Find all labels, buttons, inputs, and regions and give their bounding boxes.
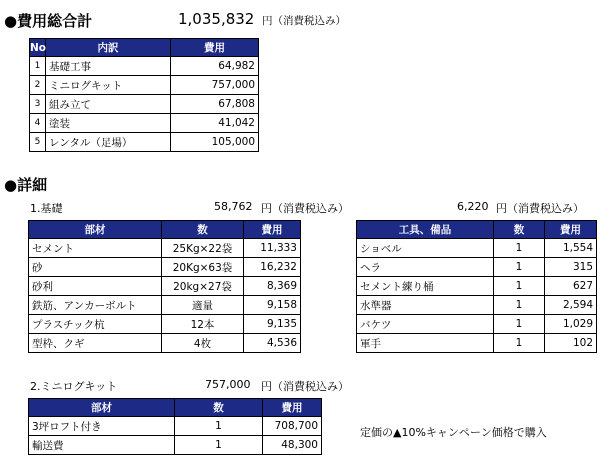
row-qty: 1 [175, 417, 263, 436]
foundation-table [28, 220, 301, 353]
foundation-header-row [29, 221, 301, 239]
row-cost: 64,982 [171, 57, 259, 76]
row-no: 5 [30, 133, 46, 152]
kit-total: 757,000 [205, 378, 251, 391]
kit-title: 2.ミニログキット [30, 380, 118, 393]
row-qty: 20kg×27袋 [162, 277, 244, 296]
table-row [357, 239, 597, 258]
col-header-item: 内訳 [46, 39, 171, 57]
col-header-qty: 数 [494, 221, 545, 239]
row-cost: 627 [545, 277, 597, 296]
table-row [29, 334, 301, 353]
tools-total: 6,220 [457, 200, 489, 213]
table-row [29, 296, 301, 315]
row-qty: 1 [494, 334, 545, 353]
row-cost: 48,300 [263, 436, 322, 455]
row-name: 輸送費 [29, 436, 175, 455]
col-header-no: No [30, 39, 46, 57]
row-qty: 適量 [162, 296, 244, 315]
table-row [357, 277, 597, 296]
kit-unit: 円（消費税込み） [261, 380, 349, 393]
table-row [357, 315, 597, 334]
row-name: プラスチック杭 [29, 315, 162, 334]
row-qty: 25Kg×22袋 [162, 239, 244, 258]
row-cost: 41,042 [171, 114, 259, 133]
row-name: 砂 [29, 258, 162, 277]
row-qty: 1 [494, 315, 545, 334]
table-row [29, 277, 301, 296]
table-row [30, 133, 259, 152]
row-qty: 20Kg×63袋 [162, 258, 244, 277]
row-qty: 1 [494, 239, 545, 258]
col-header-material: 部材 [29, 221, 162, 239]
details-title: ●詳細 [4, 176, 48, 194]
row-item: レンタル（足場） [46, 133, 171, 152]
row-cost: 9,135 [244, 315, 301, 334]
row-cost: 2,594 [545, 296, 597, 315]
foundation-total: 58,762 [214, 200, 253, 213]
col-header-material: 部材 [29, 399, 175, 417]
table-row [29, 315, 301, 334]
row-name: セメント [29, 239, 162, 258]
tools-unit: 円（消費税込み） [496, 202, 584, 215]
row-name: バケツ [357, 315, 494, 334]
row-cost: 11,333 [244, 239, 301, 258]
tools-table [356, 220, 597, 353]
row-no: 3 [30, 95, 46, 114]
foundation-title: 1.基礎 [30, 202, 63, 215]
table-row [30, 114, 259, 133]
row-name: 3坪ロフト付き [29, 417, 175, 436]
summary-table [29, 38, 259, 152]
row-name: ヘラ [357, 258, 494, 277]
row-no: 1 [30, 57, 46, 76]
table-row [29, 436, 322, 455]
col-header-cost: 費用 [244, 221, 301, 239]
row-qty: 1 [494, 277, 545, 296]
row-name: ショベル [357, 239, 494, 258]
table-row [29, 417, 322, 436]
row-qty: 12本 [162, 315, 244, 334]
table-row [29, 258, 301, 277]
row-no: 4 [30, 114, 46, 133]
row-name: 軍手 [357, 334, 494, 353]
row-item: ミニログキット [46, 76, 171, 95]
table-row [30, 57, 259, 76]
row-no: 2 [30, 76, 46, 95]
col-header-qty: 数 [175, 399, 263, 417]
kit-table [28, 398, 322, 455]
row-cost: 757,000 [171, 76, 259, 95]
row-cost: 315 [545, 258, 597, 277]
row-name: 鉄筋、アンカーボルト [29, 296, 162, 315]
row-cost: 4,536 [244, 334, 301, 353]
row-name: 型枠、クギ [29, 334, 162, 353]
col-header-cost: 費用 [263, 399, 322, 417]
table-row [357, 296, 597, 315]
table-row [30, 76, 259, 95]
col-header-cost: 費用 [545, 221, 597, 239]
row-qty: 1 [494, 258, 545, 277]
col-header-qty: 数 [162, 221, 244, 239]
row-cost: 105,000 [171, 133, 259, 152]
col-header-cost: 費用 [171, 39, 259, 57]
row-cost: 1,554 [545, 239, 597, 258]
table-row [357, 334, 597, 353]
col-header-tool: 工具、備品 [357, 221, 494, 239]
row-qty: 1 [175, 436, 263, 455]
tools-header-row [357, 221, 597, 239]
row-item: 基礎工事 [46, 57, 171, 76]
row-cost: 8,369 [244, 277, 301, 296]
row-qty: 1 [494, 296, 545, 315]
summary-total: 1,035,832 [178, 10, 255, 28]
row-item: 塗装 [46, 114, 171, 133]
row-cost: 16,232 [244, 258, 301, 277]
row-cost: 9,158 [244, 296, 301, 315]
row-cost: 67,808 [171, 95, 259, 114]
summary-unit: 円（消費税込み） [262, 15, 346, 27]
table-row [30, 95, 259, 114]
summary-header-row [30, 39, 259, 57]
table-row [29, 239, 301, 258]
table-row [357, 258, 597, 277]
summary-title: ●費用総合計 [4, 12, 93, 30]
row-cost: 708,700 [263, 417, 322, 436]
kit-header-row [29, 399, 322, 417]
row-name: 水準器 [357, 296, 494, 315]
kit-note: 定価の▲10%キャンペーン価格で購入 [360, 426, 547, 439]
row-cost: 1,029 [545, 315, 597, 334]
foundation-unit: 円（消費税込み） [261, 202, 349, 215]
row-item: 組み立て [46, 95, 171, 114]
row-qty: 4枚 [162, 334, 244, 353]
row-cost: 102 [545, 334, 597, 353]
row-name: セメント練り桶 [357, 277, 494, 296]
row-name: 砂利 [29, 277, 162, 296]
